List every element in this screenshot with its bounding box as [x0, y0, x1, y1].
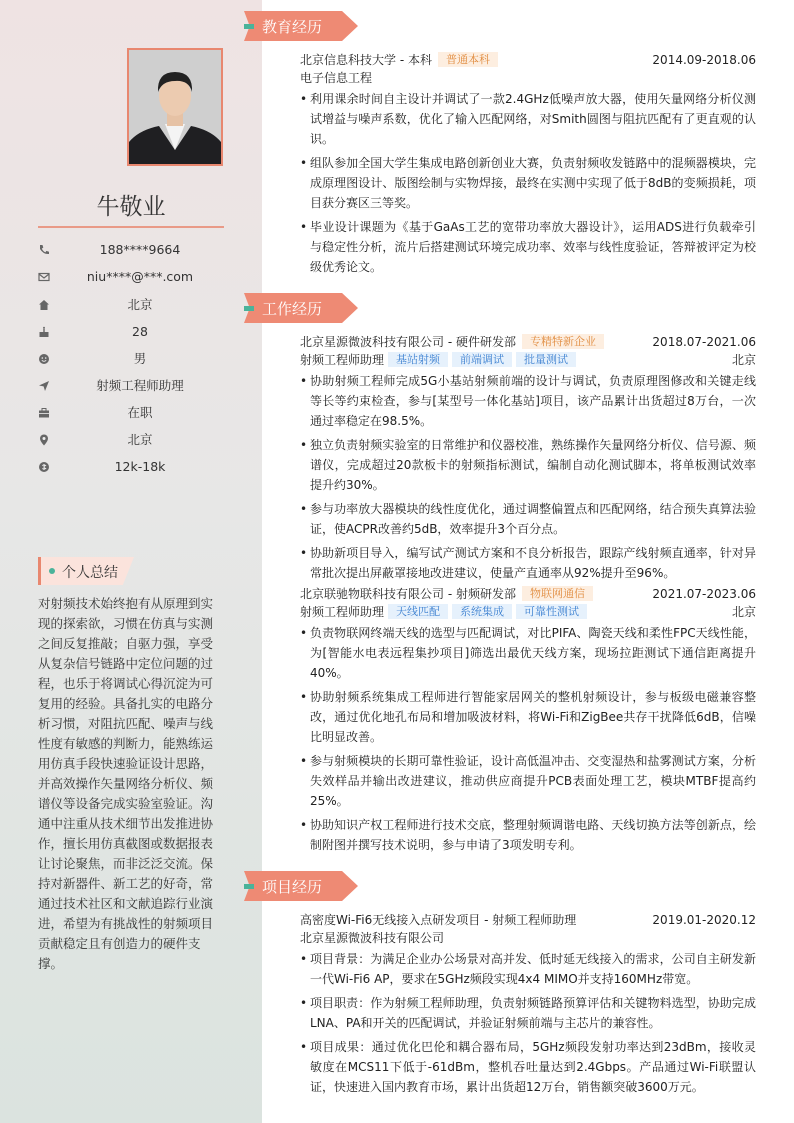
job-target-value: 射频工程师助理: [96, 378, 184, 393]
skill-tag: 天线匹配: [388, 604, 448, 619]
send-icon: [38, 380, 50, 392]
briefcase-icon: [38, 407, 50, 419]
job-bullets: [300, 623, 756, 855]
skill-tag: 批量测试: [516, 352, 576, 367]
education-date: 2014.09-2018.06: [652, 53, 756, 67]
info-email: [38, 268, 224, 288]
section-accent-mark: [244, 306, 254, 311]
job-city: 北京: [731, 353, 756, 367]
skill-tag: 可靠性测试: [516, 604, 587, 619]
status-value: 在职: [127, 405, 153, 420]
education-major: 电子信息工程: [300, 71, 373, 85]
salary-value: 12k-18k: [114, 459, 166, 474]
summary-heading-label: 个人总结: [62, 565, 118, 581]
gender-face-icon: [38, 353, 50, 365]
skill-tag: 系统集成: [452, 604, 512, 619]
company-tag: 物联网通信: [522, 586, 593, 601]
summary-heading: [38, 557, 134, 585]
project-company: 北京星源微波科技有限公司: [300, 931, 445, 945]
summary-text: 对射频技术始终抱有从原理到实现的探索欲，习惯在仿真与实测之间反复推敲；自驱力强，享受从复杂信号链路中定位问题的过程，也乐于将调试心得沉淀为可复用的经验。具备扎实的电路分析习惯，对阻抗匹配、噪声与线性度有敏感的判断力，能熟练运用仿真手段快速验证设计思路，并高效操作矢量网络分析仪、频谱仪等设备完成实验室验证。沟通中注重从技术细节出发推进协作，擅长用仿真截图或数据报表让讨论聚焦，而非泛泛交流。保持对新器件、新工艺的好奇，常通过技术社区和文献追踪行业演进，希望为有挑战性的射频项目贡献稳定且有创造力的硬件支撑。: [38, 596, 214, 971]
info-job-target: [38, 377, 224, 397]
phone-value: 188****9664: [99, 242, 181, 257]
job-bullets: [300, 371, 756, 583]
project-entry: [300, 911, 756, 1101]
candidate-name: 牛敬业: [96, 194, 166, 220]
info-location: [38, 431, 224, 451]
section-title: 教育经历: [262, 18, 323, 36]
job-date: 2021.07-2023.06: [652, 587, 756, 601]
info-home: [38, 296, 224, 316]
salary-icon: [38, 461, 50, 473]
age-value: 28: [132, 324, 148, 339]
company-name: 北京星源微波科技有限公司 - 硬件研发部: [300, 335, 516, 349]
list-item: • 毕业设计课题为《基于GaAs工艺的宽带功率放大器设计》，运用ADS进行负载牵引与稳定性分析，流片后搭建测试环境完成功率、效率与线性度验证，答辩被评定为校级优秀论文。: [300, 217, 756, 277]
project-title: 高密度Wi-Fi6无线接入点研发项目 - 射频工程师助理: [300, 913, 577, 927]
list-item: • 负责物联网终端天线的选型与匹配调试，对比PIFA、陶瓷天线和柔性FPC天线性能，为[智能水电表远程集抄项目]筛选出最优天线方案，现场拉距测试下通信距离提升40%。: [300, 623, 756, 683]
education-entry: [300, 51, 756, 281]
list-item: • 参与功率放大器模块的线性度优化，通过调整偏置点和匹配网络，结合预失真算法验证，使ACPR改善约5dB，效率提升3个百分点。: [300, 499, 756, 539]
list-item: • 协助知识产权工程师进行技术交底，整理射频调谐电路、天线切换方法等创新点，绘制附图并撰写技术说明，参与申请了3项发明专利。: [300, 815, 756, 855]
summary-heading-bar: [38, 557, 41, 585]
profile-photo: [127, 48, 223, 166]
info-age: [38, 323, 224, 343]
section-title: 工作经历: [262, 300, 323, 318]
job-header: [300, 585, 756, 603]
company-name: 北京联驰物联科技有限公司 - 射频研发部: [300, 587, 516, 601]
location-value: 北京: [127, 432, 153, 447]
company-tag: 专精特新企业: [522, 334, 604, 349]
job-header: [300, 333, 756, 351]
skill-tag: 前端调试: [452, 352, 512, 367]
portrait-image: [129, 50, 221, 164]
job-role-row: [300, 603, 756, 621]
section-accent-mark: [244, 884, 254, 889]
list-item: • 项目成果：通过优化巴伦和耦合器布局，5GHz频段发射功率达到23dBm，接收灵敏度在MCS11下低于-61dBm，整机吞吐量达到2.4Gbps。产品通过Wi-Fi联盟认证，快速进入国内教育市场，累计出货超12万台，销售额突破3600万元。: [300, 1037, 756, 1097]
list-item: • 协助新项目导入，编写试产测试方案和不良分析报告，跟踪产线射频直通率，针对异常批次提出屏蔽罩接地改进建议，使量产直通率从92%提升至96%。: [300, 543, 756, 583]
skill-tag: 基站射频: [388, 352, 448, 367]
school-name: 北京信息科技大学 - 本科: [300, 53, 432, 67]
section-work-heading: [244, 293, 358, 323]
list-item: • 参与射频模块的长期可靠性验证，设计高低温冲击、交变湿热和盐雾测试方案，分析失效样品并输出改进建议，推动供应商提升PCB表面处理工艺，模块MTBF提高约25%。: [300, 751, 756, 811]
home-value: 北京: [127, 297, 153, 312]
project-header: [300, 911, 756, 929]
section-project-heading: [244, 871, 358, 901]
education-bullets: [300, 89, 756, 277]
education-header: [300, 51, 756, 69]
age-cake-icon: [38, 326, 50, 338]
section-education-heading: [244, 11, 358, 41]
section-title: 项目经历: [262, 878, 323, 896]
section-accent-mark: [244, 24, 254, 29]
list-item: • 组队参加全国大学生集成电路创新创业大赛，负责射频收发链路中的混频器模块，完成原理图设计、版图绘制与实物焊接，最终在实测中实现了低于8dB的变频损耗，项目获分赛区三等奖。: [300, 153, 756, 213]
list-item: • 协助射频系统集成工程师进行智能家居网关的整机射频设计，参与板级电磁兼容整改，通过优化地孔布局和增加吸波材料，将Wi-Fi和ZigBee共存干扰降低6dB，信噪比明显改善。: [300, 687, 756, 747]
list-item: • 独立负责射频实验室的日常维护和仪器校准，熟练操作矢量网络分析仪、信号源、频谱仪，完成超过20款板卡的射频指标测试，编制自动化测试脚本，将单板测试效率提升约30%。: [300, 435, 756, 495]
list-item: • 项目职责：作为射频工程师助理，负责射频链路预算评估和关键物料选型，协助完成LNA、PA和开关的匹配调试，并验证射频前端与主芯片的兼容性。: [300, 993, 756, 1033]
phone-icon: [38, 244, 50, 256]
work-entry: [300, 333, 756, 587]
project-bullets: [300, 949, 756, 1097]
job-role: 射频工程师助理: [300, 353, 385, 367]
gender-value: 男: [133, 351, 147, 366]
list-item: • 协助射频工程师完成5G小基站射频前端的设计与调试，负责原理图修改和关键走线等长等约束检查，参与[某型号一体化基站]项目，该产品累计出货超过8万台，一次通过率稳定在98.5%。: [300, 371, 756, 431]
list-item: • 项目背景：为满足企业办公场景对高并发、低时延无线接入的需求，公司自主研发新一代Wi-Fi6 AP，要求在5GHz频段实现4x4 MIMO并支持160MHz带宽。: [300, 949, 756, 989]
school-tag: 普通本科: [438, 52, 498, 67]
location-pin-icon: [38, 434, 50, 446]
project-date: 2019.01-2020.12: [652, 913, 756, 927]
email-value: niu****@***.com: [86, 269, 194, 284]
info-salary: [38, 458, 224, 478]
list-item: • 利用课余时间自主设计并调试了一款2.4GHz低噪声放大器，使用矢量网络分析仪测试增益与噪声系数，优化了输入匹配网络，对Smith圆图与阻抗匹配有了更直观的认识。: [300, 89, 756, 149]
job-city: 北京: [731, 605, 756, 619]
job-role: 射频工程师助理: [300, 605, 385, 619]
email-icon: [38, 271, 50, 283]
work-entry: [300, 585, 756, 859]
home-icon: [38, 299, 50, 311]
info-status: [38, 404, 224, 424]
info-gender: [38, 350, 224, 370]
info-phone: [38, 241, 224, 261]
summary-dot-icon: [49, 568, 55, 574]
job-role-row: [300, 351, 756, 369]
job-date: 2018.07-2021.06: [652, 335, 756, 349]
name-divider: [38, 226, 224, 228]
